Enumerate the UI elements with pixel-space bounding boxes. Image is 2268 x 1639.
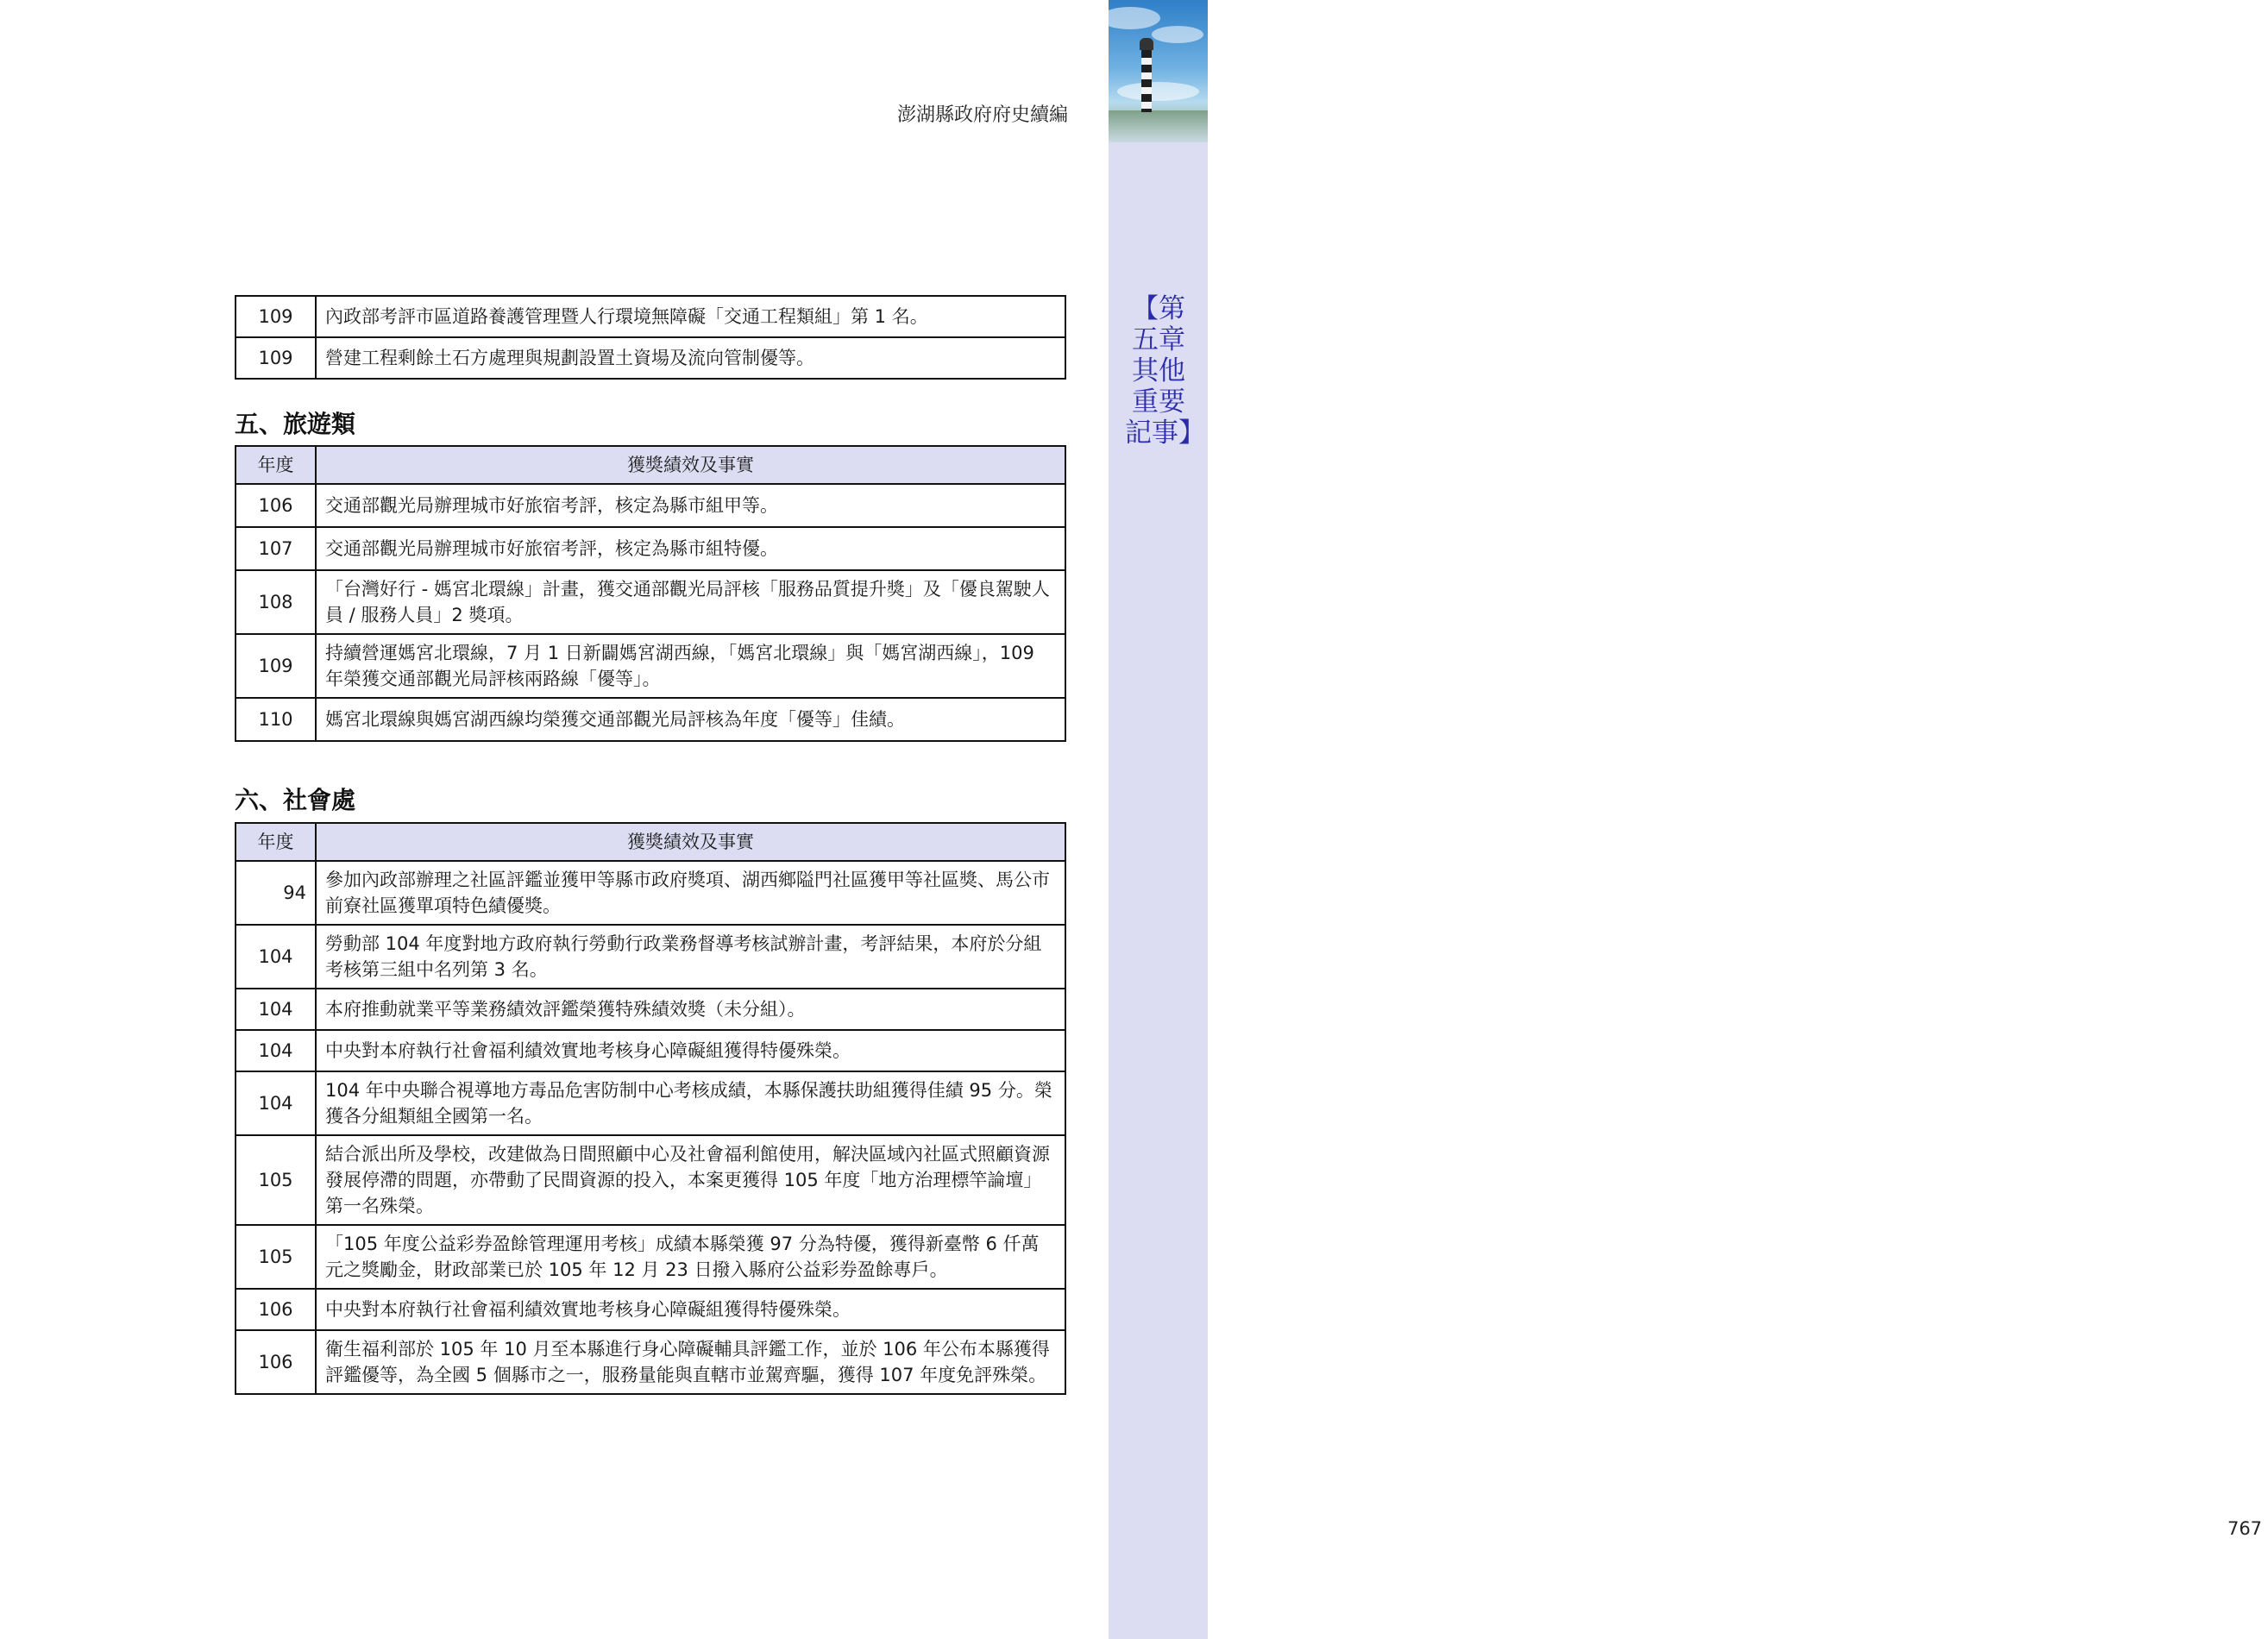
year-cell: 104 xyxy=(236,1030,316,1071)
table-row xyxy=(236,337,1065,379)
continued-awards-table xyxy=(235,295,1066,380)
fact-cell: 參加內政部辦理之社區評鑑並獲甲等縣市政府獎項、湖西鄉隘門社區獲甲等社區獎、馬公市前寮社區獲單項特色績優獎。 xyxy=(316,861,1065,925)
fact-cell: 內政部考評市區道路養護管理暨人行環境無障礙「交通工程類組」第 1 名。 xyxy=(316,296,1065,337)
year-cell: 107 xyxy=(236,527,316,570)
page-number: 767 xyxy=(2227,1518,2263,1539)
table-row xyxy=(236,925,1065,989)
fact-cell: 媽宮北環線與媽宮湖西線均榮獲交通部觀光局評核為年度「優等」佳績。 xyxy=(316,698,1065,741)
table-row xyxy=(236,698,1065,741)
table-row xyxy=(236,527,1065,570)
table-row xyxy=(236,634,1065,698)
fact-cell: 104 年中央聯合視導地方毒品危害防制中心考核成績，本縣保護扶助組獲得佳績 95 分。榮獲各分組類組全國第一名。 xyxy=(316,1071,1065,1135)
year-cell: 109 xyxy=(236,296,316,337)
column-header-fact: 獲獎績效及事實 xyxy=(316,446,1065,484)
fact-cell: 結合派出所及學校，改建做為日間照顧中心及社會福利館使用，解決區域內社區式照顧資源發展停滯的問題，亦帶動了民間資源的投入，本案更獲得 105 年度「地方治理標竿論壇」第一名殊榮。 xyxy=(316,1135,1065,1225)
fact-cell: 中央對本府執行社會福利績效實地考核身心障礙組獲得特優殊榮。 xyxy=(316,1289,1065,1330)
year-cell: 110 xyxy=(236,698,316,741)
fact-cell: 交通部觀光局辦理城市好旅宿考評，核定為縣市組特優。 xyxy=(316,527,1065,570)
year-cell: 104 xyxy=(236,1071,316,1135)
table-row xyxy=(236,989,1065,1030)
side-band xyxy=(1109,0,2263,1639)
fact-cell: 持續營運媽宮北環線，7 月 1 日新闢媽宮湖西線，「媽宮北環線」與「媽宮湖西線」，109 年榮獲交通部觀光局評核兩路線「優等」。 xyxy=(316,634,1065,698)
year-cell: 104 xyxy=(236,989,316,1030)
year-cell: 104 xyxy=(236,925,316,989)
table-row xyxy=(236,1071,1065,1135)
year-cell: 105 xyxy=(236,1135,316,1225)
year-cell: 106 xyxy=(236,484,316,527)
column-header-year: 年度 xyxy=(236,823,316,861)
column-header-fact: 獲獎績效及事實 xyxy=(316,823,1065,861)
table-header-row xyxy=(236,446,1065,484)
year-cell: 106 xyxy=(236,1330,316,1394)
year-cell: 105 xyxy=(236,1225,316,1289)
table-row xyxy=(236,1330,1065,1394)
table-row xyxy=(236,861,1065,925)
fact-cell: 營建工程剩餘土石方處理與規劃設置土資場及流向管制優等。 xyxy=(316,337,1065,379)
table-row xyxy=(236,1135,1065,1225)
year-cell: 109 xyxy=(236,337,316,379)
lighthouse-icon xyxy=(1141,50,1152,112)
tourism-awards-table xyxy=(235,445,1066,742)
fact-cell: 衛生福利部於 105 年 10 月至本縣進行身心障礙輔具評鑑工作，並於 106 年公布本縣獲得評鑑優等，為全國 5 個縣市之一，服務量能與直轄市並駕齊驅，獲得 107 年度免評殊榮。 xyxy=(316,1330,1065,1394)
table-row xyxy=(236,484,1065,527)
fact-cell: 「台灣好行 - 媽宮北環線」計畫，獲交通部觀光局評核「服務品質提升獎」及「優良駕駛人員 / 服務人員」2 獎項。 xyxy=(316,570,1065,634)
year-cell: 108 xyxy=(236,570,316,634)
fact-cell: 中央對本府執行社會福利績效實地考核身心障礙組獲得特優殊榮。 xyxy=(316,1030,1065,1071)
table-row xyxy=(236,1225,1065,1289)
fact-cell: 「105 年度公益彩券盈餘管理運用考核」成績本縣榮獲 97 分為特優，獲得新臺幣 6 仟萬元之獎勵金，財政部業已於 105 年 12 月 23 日撥入縣府公益彩券盈餘專戶。 xyxy=(316,1225,1065,1289)
table-row xyxy=(236,1030,1065,1071)
table-row xyxy=(236,570,1065,634)
table-header-row xyxy=(236,823,1065,861)
lighthouse-photo xyxy=(1109,0,1208,142)
year-cell: 109 xyxy=(236,634,316,698)
table-row xyxy=(236,296,1065,337)
fact-cell: 交通部觀光局辦理城市好旅宿考評，核定為縣市組甲等。 xyxy=(316,484,1065,527)
table-row xyxy=(236,1289,1065,1330)
year-cell: 106 xyxy=(236,1289,316,1330)
column-header-year: 年度 xyxy=(236,446,316,484)
section-heading-social: 六、社會處 xyxy=(235,786,356,814)
section-heading-tourism: 五、旅遊類 xyxy=(235,410,356,438)
running-head: 澎湖縣政府府史續編 xyxy=(896,104,1068,126)
fact-cell: 勞動部 104 年度對地方政府執行勞動行政業務督導考核試辦計畫，考評結果，本府於分組考核第三組中名列第 3 名。 xyxy=(316,925,1065,989)
chapter-tab: 【第五章 其他重要記事】 xyxy=(1125,293,1205,449)
social-awards-table xyxy=(235,822,1066,1395)
fact-cell: 本府推動就業平等業務績效評鑑榮獲特殊績效獎（未分組）。 xyxy=(316,989,1065,1030)
year-cell: 94 xyxy=(236,861,316,925)
